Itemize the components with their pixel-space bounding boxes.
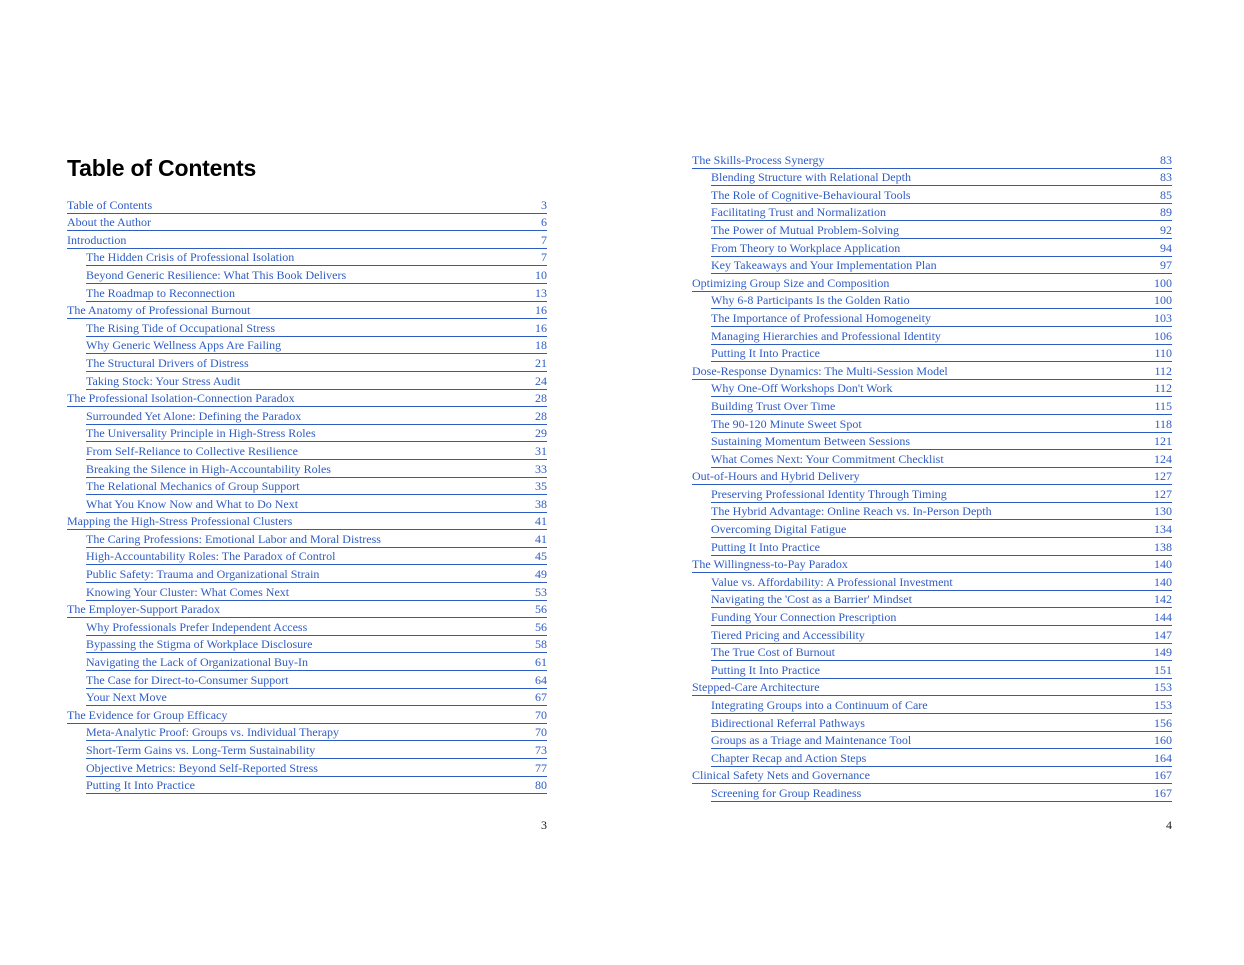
toc-list-left xyxy=(67,196,547,794)
toc-entry-page[interactable]: 3 xyxy=(541,197,547,212)
toc-entry-page[interactable]: 21 xyxy=(535,355,547,370)
toc-entry-label[interactable]: Blending Structure with Relational Depth xyxy=(711,170,911,185)
toc-entry-page[interactable]: 140 xyxy=(1154,574,1172,589)
toc-entry-page[interactable]: 144 xyxy=(1154,610,1172,625)
toc-entry-page[interactable]: 127 xyxy=(1154,469,1172,484)
toc-entry[interactable] xyxy=(86,495,547,513)
toc-entry-page[interactable]: 7 xyxy=(541,250,547,265)
toc-entry[interactable] xyxy=(692,468,1172,486)
toc-entry[interactable] xyxy=(711,644,1172,662)
toc-entry-label[interactable]: The Evidence for Group Efficacy xyxy=(67,707,228,722)
toc-entry[interactable] xyxy=(692,362,1172,380)
toc-entry-page[interactable]: 142 xyxy=(1154,592,1172,607)
toc-entry-page[interactable]: 138 xyxy=(1154,539,1172,554)
toc-entry-label[interactable]: The Relational Mechanics of Group Support xyxy=(86,479,300,494)
toc-entry-page[interactable]: 67 xyxy=(535,690,547,705)
toc-entry-page[interactable]: 130 xyxy=(1154,504,1172,519)
toc-entry-page[interactable]: 38 xyxy=(535,496,547,511)
toc-entry[interactable] xyxy=(86,337,547,355)
toc-entry-label[interactable]: The Hybrid Advantage: Online Reach vs. In-Person Depth xyxy=(711,504,992,519)
toc-entry[interactable] xyxy=(86,548,547,566)
toc-entry-page[interactable]: 10 xyxy=(535,267,547,282)
toc-entry-page[interactable]: 94 xyxy=(1160,240,1172,255)
page-right xyxy=(692,151,1172,802)
toc-entry[interactable] xyxy=(86,460,547,478)
toc-entry-page[interactable]: 83 xyxy=(1160,152,1172,167)
toc-entry-page[interactable]: 140 xyxy=(1154,557,1172,572)
toc-entry[interactable] xyxy=(711,732,1172,750)
toc-entry-label[interactable]: The Hidden Crisis of Professional Isolation xyxy=(86,250,295,265)
toc-entry-page[interactable]: 103 xyxy=(1154,310,1172,325)
toc-entry[interactable] xyxy=(711,784,1172,802)
toc-entry-page[interactable]: 24 xyxy=(535,373,547,388)
toc-list-right xyxy=(692,151,1172,802)
toc-entry-page[interactable]: 164 xyxy=(1154,750,1172,765)
toc-entry[interactable] xyxy=(711,309,1172,327)
toc-entry[interactable] xyxy=(67,214,547,232)
toc-entry-page[interactable]: 100 xyxy=(1154,293,1172,308)
toc-entry[interactable] xyxy=(67,390,547,408)
page-number-left: 3 xyxy=(541,818,547,832)
toc-entry[interactable] xyxy=(711,380,1172,398)
toc-entry[interactable] xyxy=(711,415,1172,433)
toc-entry-label[interactable]: Short-Term Gains vs. Long-Term Sustainability xyxy=(86,743,316,757)
toc-entry-label[interactable]: Preserving Professional Identity Through Timing xyxy=(711,486,947,501)
toc-entry[interactable] xyxy=(711,485,1172,503)
toc-entry-page[interactable]: 18 xyxy=(535,338,547,353)
toc-entry-page[interactable]: 13 xyxy=(535,285,547,300)
toc-entry-label[interactable]: The Professional Isolation-Connection Paradox xyxy=(67,391,295,406)
toc-entry-page[interactable]: 115 xyxy=(1154,398,1172,413)
toc-entry-label[interactable]: The Caring Professions: Emotional Labor and Moral Distress xyxy=(86,531,381,546)
toc-entry-page[interactable]: 153 xyxy=(1154,680,1172,695)
toc-entry[interactable] xyxy=(711,520,1172,538)
toc-entry[interactable] xyxy=(711,573,1172,591)
toc-entry[interactable] xyxy=(67,231,547,249)
toc-entry-label[interactable]: Facilitating Trust and Normalization xyxy=(711,205,886,220)
toc-entry-page[interactable]: 167 xyxy=(1154,785,1172,800)
toc-entry-label[interactable]: Navigating the Lack of Organizational Buy-In xyxy=(86,655,309,670)
toc-entry-page[interactable]: 73 xyxy=(535,743,547,757)
toc-entry-label[interactable]: The Skills-Process Synergy xyxy=(692,152,825,167)
toc-entry-page[interactable]: 29 xyxy=(535,426,547,441)
toc-entry[interactable] xyxy=(711,503,1172,521)
toc-entry[interactable] xyxy=(86,425,547,443)
toc-entry-label[interactable]: Bidirectional Referral Pathways xyxy=(711,715,865,730)
toc-entry-label[interactable]: Dose-Response Dynamics: The Multi-Session Model xyxy=(692,363,948,378)
toc-entry-page[interactable]: 112 xyxy=(1154,381,1172,396)
toc-entry-label[interactable]: The Universality Principle in High-Stress Roles xyxy=(86,426,316,441)
toc-entry-label[interactable]: Putting It Into Practice xyxy=(711,346,820,361)
toc-entry-label[interactable]: The True Cost of Burnout xyxy=(711,645,836,660)
toc-entry[interactable] xyxy=(67,706,547,724)
page-left xyxy=(67,154,547,794)
toc-entry-page[interactable]: 112 xyxy=(1154,363,1172,378)
toc-entry[interactable] xyxy=(711,714,1172,732)
toc-entry-page[interactable]: 83 xyxy=(1160,170,1172,185)
toc-entry-label[interactable]: The Role of Cognitive-Behavioural Tools xyxy=(711,187,911,202)
toc-entry-label[interactable]: Putting It Into Practice xyxy=(711,662,820,677)
toc-entry[interactable] xyxy=(711,204,1172,222)
toc-entry-label[interactable]: Tiered Pricing and Accessibility xyxy=(711,627,865,642)
toc-entry-label[interactable]: Knowing Your Cluster: What Comes Next xyxy=(86,584,290,599)
toc-entry[interactable] xyxy=(86,671,547,689)
toc-title: Table of Contents xyxy=(67,155,257,181)
toc-entry[interactable] xyxy=(692,151,1172,169)
toc-entry-label[interactable]: The Roadmap to Reconnection xyxy=(86,285,235,300)
toc-entry-label[interactable]: Clinical Safety Nets and Governance xyxy=(692,768,870,783)
toc-entry[interactable] xyxy=(711,327,1172,345)
toc-entry-label[interactable]: Why 6-8 Participants Is the Golden Ratio xyxy=(711,293,910,308)
toc-entry-page[interactable]: 28 xyxy=(535,408,547,423)
toc-entry-label[interactable]: The Case for Direct-to-Consumer Support xyxy=(86,672,289,687)
toc-entry[interactable] xyxy=(711,450,1172,468)
toc-entry[interactable] xyxy=(86,777,547,795)
toc-entry-page[interactable]: 31 xyxy=(535,443,547,458)
toc-entry-label[interactable]: Key Takeaways and Your Implementation Plan xyxy=(711,258,937,273)
toc-entry-page[interactable]: 106 xyxy=(1154,328,1172,343)
toc-entry-label[interactable]: Funding Your Connection Prescription xyxy=(711,610,897,625)
toc-entry[interactable] xyxy=(86,319,547,337)
toc-entry-label[interactable]: The Willingness-to-Pay Paradox xyxy=(692,557,848,572)
toc-entry-label[interactable]: Introduction xyxy=(67,232,127,247)
toc-entry-label[interactable]: Stepped-Care Architecture xyxy=(692,680,820,695)
toc-entry[interactable] xyxy=(711,169,1172,187)
toc-entry-label[interactable]: High-Accountability Roles: The Paradox of Control xyxy=(86,549,336,564)
toc-entry[interactable] xyxy=(692,274,1172,292)
toc-entry-page[interactable]: 89 xyxy=(1160,205,1172,220)
toc-entry-label[interactable]: Surrounded Yet Alone: Defining the Paradox xyxy=(86,408,302,423)
toc-entry[interactable] xyxy=(86,407,547,425)
toc-entry-label[interactable]: The Employer-Support Paradox xyxy=(67,602,221,617)
toc-entry[interactable] xyxy=(711,608,1172,626)
toc-entry[interactable] xyxy=(67,601,547,619)
toc-entry[interactable] xyxy=(711,538,1172,556)
toc-entry-label[interactable]: Beyond Generic Resilience: What This Book Delivers xyxy=(86,267,347,282)
toc-entry[interactable] xyxy=(711,186,1172,204)
toc-entry-page[interactable]: 153 xyxy=(1154,698,1172,712)
toc-entry[interactable] xyxy=(86,266,547,284)
toc-entry-page[interactable]: 124 xyxy=(1154,451,1172,466)
toc-entry[interactable] xyxy=(67,513,547,531)
toc-entry[interactable] xyxy=(711,345,1172,363)
toc-entry-label[interactable]: Why Generic Wellness Apps Are Failing xyxy=(86,338,282,353)
toc-entry-page[interactable]: 53 xyxy=(535,584,547,599)
toc-entry-label[interactable]: Taking Stock: Your Stress Audit xyxy=(86,373,241,388)
toc-entry[interactable] xyxy=(711,661,1172,679)
toc-entry-label[interactable]: The Anatomy of Professional Burnout xyxy=(67,303,251,318)
toc-entry-label[interactable]: Building Trust Over Time xyxy=(711,398,836,413)
toc-entry[interactable] xyxy=(711,221,1172,239)
toc-entry-page[interactable]: 56 xyxy=(535,619,547,634)
toc-entry-page[interactable]: 41 xyxy=(535,514,547,529)
toc-entry-page[interactable]: 70 xyxy=(535,725,547,740)
toc-entry[interactable] xyxy=(711,749,1172,767)
toc-entry-label[interactable]: Screening for Group Readiness xyxy=(711,785,862,800)
toc-entry-label[interactable]: The Power of Mutual Problem-Solving xyxy=(711,222,899,237)
toc-entry[interactable] xyxy=(86,284,547,302)
toc-entry-label[interactable]: Why One-Off Workshops Don't Work xyxy=(711,381,893,396)
toc-entry-page[interactable]: 16 xyxy=(535,303,547,318)
toc-entry[interactable] xyxy=(711,591,1172,609)
toc-entry[interactable] xyxy=(86,759,547,777)
toc-entry[interactable] xyxy=(86,478,547,496)
toc-entry-label[interactable]: Optimizing Group Size and Composition xyxy=(692,275,890,290)
toc-entry[interactable] xyxy=(86,636,547,654)
toc-entry-label[interactable]: About the Author xyxy=(67,215,151,230)
toc-entry-page[interactable]: 97 xyxy=(1160,258,1172,273)
toc-entry[interactable] xyxy=(711,257,1172,275)
toc-entry-label[interactable]: Objective Metrics: Beyond Self-Reported Stress xyxy=(86,760,318,775)
toc-entry-label[interactable]: Table of Contents xyxy=(67,197,153,212)
toc-entry-page[interactable]: 64 xyxy=(535,672,547,687)
toc-entry-page[interactable]: 121 xyxy=(1154,434,1172,449)
toc-entry-page[interactable]: 35 xyxy=(535,479,547,494)
toc-entry[interactable] xyxy=(86,354,547,372)
toc-entry-page[interactable]: 6 xyxy=(541,215,547,230)
toc-entry-label[interactable]: From Self-Reliance to Collective Resilience xyxy=(86,443,298,458)
toc-entry-label[interactable]: Meta-Analytic Proof: Groups vs. Individual Therapy xyxy=(86,725,340,740)
toc-entry-label[interactable]: Public Safety: Trauma and Organizational Strain xyxy=(86,567,320,582)
toc-entry[interactable] xyxy=(711,433,1172,451)
toc-entry-page[interactable]: 100 xyxy=(1154,275,1172,290)
toc-entry[interactable] xyxy=(86,724,547,742)
toc-entry-label[interactable]: Your Next Move xyxy=(86,690,167,705)
toc-entry-page[interactable]: 80 xyxy=(535,778,547,793)
toc-entry-page[interactable]: 77 xyxy=(535,760,547,775)
toc-entry-label[interactable]: Putting It Into Practice xyxy=(711,539,820,554)
toc-entry[interactable] xyxy=(86,689,547,707)
toc-entry-page[interactable]: 156 xyxy=(1154,715,1172,730)
toc-entry-label[interactable]: The 90-120 Minute Sweet Spot xyxy=(711,416,862,431)
toc-entry-page[interactable]: 149 xyxy=(1154,645,1172,660)
toc-entry[interactable] xyxy=(67,196,547,214)
toc-entry-page[interactable]: 160 xyxy=(1154,733,1172,748)
toc-entry[interactable] xyxy=(711,626,1172,644)
toc-entry-label[interactable]: Out-of-Hours and Hybrid Delivery xyxy=(692,469,860,484)
toc-entry-label[interactable]: The Structural Drivers of Distress xyxy=(86,355,249,370)
toc-entry-page[interactable]: 49 xyxy=(535,567,547,582)
toc-entry[interactable] xyxy=(86,618,547,636)
toc-entry-label[interactable]: What Comes Next: Your Commitment Checklist xyxy=(711,451,944,466)
toc-entry[interactable] xyxy=(711,239,1172,257)
toc-entry-page[interactable]: 16 xyxy=(535,320,547,335)
toc-entry[interactable] xyxy=(86,565,547,583)
toc-entry-page[interactable]: 167 xyxy=(1154,768,1172,783)
toc-entry-page[interactable]: 127 xyxy=(1154,486,1172,501)
toc-entry-label[interactable]: Groups as a Triage and Maintenance Tool xyxy=(711,733,912,748)
toc-entry-page[interactable]: 58 xyxy=(535,637,547,652)
toc-entry-page[interactable]: 85 xyxy=(1160,187,1172,202)
toc-entry[interactable] xyxy=(86,741,547,759)
page-number-right: 4 xyxy=(1166,818,1172,832)
toc-entry[interactable] xyxy=(692,679,1172,697)
toc-entry-label[interactable]: What You Know Now and What to Do Next xyxy=(86,496,299,511)
toc-entry[interactable] xyxy=(711,696,1172,714)
toc-entry-label[interactable]: Sustaining Momentum Between Sessions xyxy=(711,434,910,449)
toc-entry[interactable] xyxy=(711,292,1172,310)
toc-entry-label[interactable]: Overcoming Digital Fatigue xyxy=(711,522,847,537)
toc-entry[interactable] xyxy=(86,442,547,460)
toc-entry-label[interactable]: The Importance of Professional Homogeneity xyxy=(711,310,931,325)
toc-entry[interactable] xyxy=(692,556,1172,574)
toc-entry-page[interactable]: 56 xyxy=(535,602,547,617)
toc-entry-label[interactable]: Managing Hierarchies and Professional Identity xyxy=(711,328,941,343)
toc-entry-label[interactable]: Chapter Recap and Action Steps xyxy=(711,750,867,765)
toc-entry-page[interactable]: 151 xyxy=(1154,662,1172,677)
toc-entry-label[interactable]: Breaking the Silence in High-Accountability Roles xyxy=(86,461,331,476)
toc-entry-label[interactable]: Integrating Groups into a Continuum of Care xyxy=(711,698,928,712)
toc-entry-label[interactable]: Why Professionals Prefer Independent Access xyxy=(86,619,308,634)
toc-entry-page[interactable]: 92 xyxy=(1160,222,1172,237)
toc-entry-page[interactable]: 7 xyxy=(541,232,547,247)
toc-entry[interactable] xyxy=(692,767,1172,785)
toc-entry[interactable] xyxy=(86,583,547,601)
toc-entry-page[interactable]: 110 xyxy=(1154,346,1172,361)
toc-entry-page[interactable]: 33 xyxy=(535,461,547,476)
toc-entry-label[interactable]: Putting It Into Practice xyxy=(86,778,195,793)
toc-entry[interactable] xyxy=(86,249,547,267)
toc-entry[interactable] xyxy=(67,302,547,320)
toc-entry[interactable] xyxy=(711,397,1172,415)
toc-entry-page[interactable]: 118 xyxy=(1154,416,1172,431)
toc-entry-page[interactable]: 134 xyxy=(1154,522,1172,537)
toc-entry-label[interactable]: Bypassing the Stigma of Workplace Disclosure xyxy=(86,637,313,652)
toc-entry-page[interactable]: 41 xyxy=(535,531,547,546)
toc-entry[interactable] xyxy=(86,653,547,671)
toc-entry[interactable] xyxy=(86,530,547,548)
toc-entry-page[interactable]: 70 xyxy=(535,707,547,722)
toc-entry-label[interactable]: The Rising Tide of Occupational Stress xyxy=(86,320,275,335)
toc-entry[interactable] xyxy=(86,372,547,390)
toc-entry-page[interactable]: 45 xyxy=(535,549,547,564)
toc-entry-page[interactable]: 61 xyxy=(535,655,547,670)
toc-entry-page[interactable]: 147 xyxy=(1154,627,1172,642)
toc-entry-label[interactable]: Navigating the 'Cost as a Barrier' Mindset xyxy=(711,592,912,607)
toc-entry-label[interactable]: Value vs. Affordability: A Professional Investment xyxy=(711,574,953,589)
toc-entry-page[interactable]: 28 xyxy=(535,391,547,406)
toc-entry-label[interactable]: Mapping the High-Stress Professional Clusters xyxy=(67,514,293,529)
toc-entry-label[interactable]: From Theory to Workplace Application xyxy=(711,240,901,255)
